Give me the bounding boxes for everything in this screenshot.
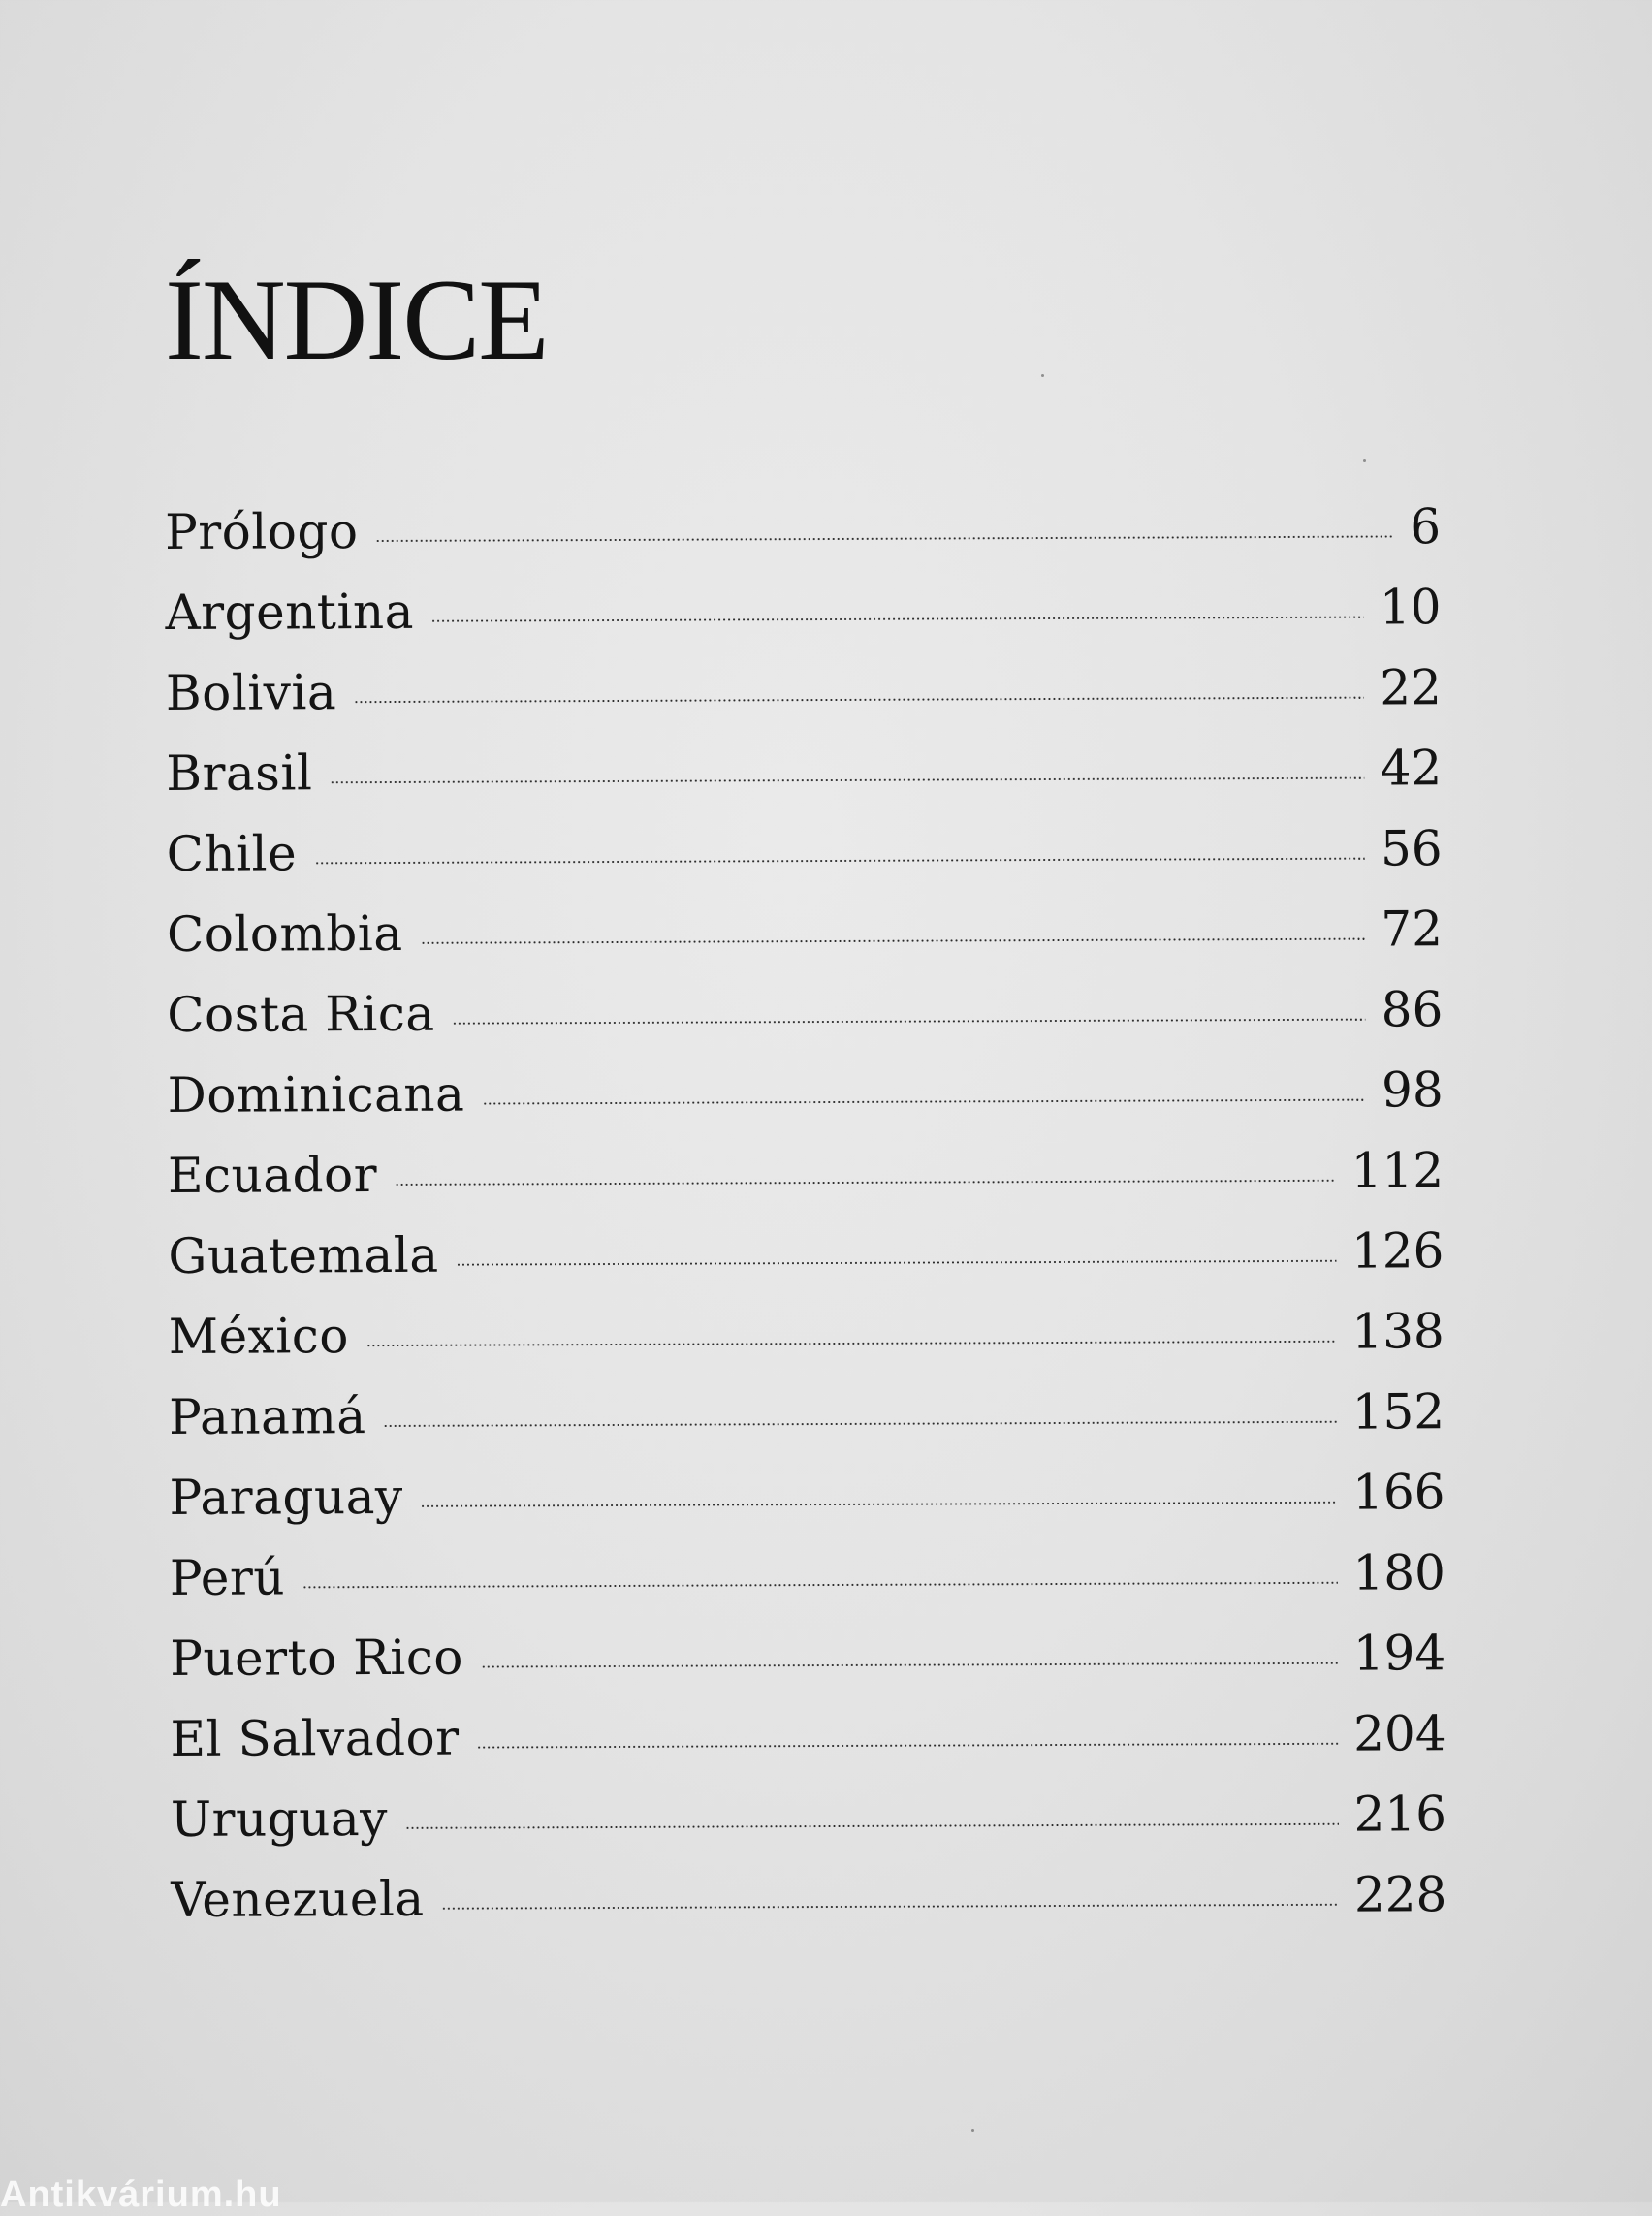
dot-leader	[431, 617, 1364, 622]
toc-entry-page: 10	[1379, 579, 1442, 636]
toc-entry-page: 112	[1350, 1142, 1445, 1199]
toc-entry-page: 72	[1381, 901, 1444, 958]
toc-entry-page: 166	[1351, 1464, 1446, 1521]
toc-entry-page: 228	[1353, 1866, 1447, 1923]
toc-entry-page: 56	[1380, 820, 1443, 877]
toc-entry-page: 216	[1353, 1786, 1447, 1843]
toc-entry-label: Guatemala	[168, 1226, 439, 1284]
toc-entry	[169, 1372, 1445, 1458]
toc-entry-page: 98	[1381, 1061, 1444, 1119]
toc-entry	[168, 1130, 1444, 1217]
toc-entry-label: Prólogo	[165, 503, 359, 560]
toc-entry-page: 126	[1350, 1222, 1445, 1280]
paper-speck	[971, 2129, 974, 2132]
dot-leader	[314, 858, 1365, 865]
toc-entry-label: Uruguay	[170, 1790, 389, 1848]
toc-entry	[170, 1533, 1446, 1619]
toc-entry-label: El Salvador	[170, 1709, 460, 1767]
toc-entry-page: 86	[1381, 981, 1444, 1038]
dot-leader	[481, 1662, 1338, 1668]
toc-entry-label: Panamá	[169, 1388, 366, 1445]
paper-speck	[1363, 459, 1366, 462]
toc-entry-label: Ecuador	[167, 1147, 378, 1204]
toc-entry-label: Argentina	[165, 583, 415, 641]
dot-leader	[330, 777, 1364, 784]
paper-speck	[1041, 374, 1044, 377]
toc-entry-label: Perú	[169, 1549, 286, 1606]
toc-entry	[168, 1211, 1444, 1297]
dot-leader	[457, 1260, 1336, 1266]
toc-entry-page: 138	[1351, 1303, 1445, 1360]
page-title: ÍNDICE	[165, 255, 548, 384]
toc-entry	[165, 567, 1441, 653]
dot-leader	[366, 1341, 1336, 1346]
toc-entry-page: 204	[1353, 1705, 1446, 1762]
toc-entry	[171, 1774, 1446, 1860]
toc-entry	[166, 808, 1442, 895]
dot-leader	[354, 697, 1364, 704]
toc-entry	[170, 1694, 1446, 1780]
dot-leader	[442, 1904, 1339, 1910]
dot-leader	[384, 1421, 1337, 1427]
toc-entry-label: Costa Rica	[167, 985, 435, 1043]
toc-entry-page: 152	[1351, 1383, 1446, 1440]
toc-entry	[167, 969, 1443, 1056]
dot-leader	[421, 1502, 1337, 1507]
toc-entry-label: Bolivia	[165, 664, 337, 721]
toc-entry	[170, 1613, 1446, 1699]
toc-entry-page: 180	[1352, 1544, 1446, 1601]
toc-entry-label: Colombia	[166, 904, 403, 963]
dot-leader	[302, 1582, 1337, 1589]
dot-leader	[477, 1743, 1339, 1749]
toc-entry	[169, 1291, 1445, 1377]
toc-entry-label: México	[168, 1308, 350, 1365]
watermark: Antikvárium.hu	[0, 2174, 282, 2215]
toc-entry-page: 22	[1380, 659, 1443, 716]
toc-entry	[168, 1050, 1444, 1136]
dot-leader	[405, 1823, 1339, 1829]
dot-leader	[421, 938, 1366, 944]
table-of-contents	[165, 487, 1447, 1941]
toc-entry-label: Venezuela	[171, 1870, 425, 1928]
toc-entry	[167, 889, 1443, 975]
toc-entry-label: Paraguay	[169, 1468, 403, 1526]
dot-leader	[482, 1099, 1366, 1105]
toc-entry-label: Puerto Rico	[170, 1629, 464, 1687]
toc-entry	[169, 1452, 1445, 1538]
toc-entry	[166, 728, 1442, 814]
toc-entry	[166, 648, 1442, 734]
dot-leader	[376, 535, 1395, 542]
dot-leader	[395, 1180, 1336, 1186]
toc-entry-page: 6	[1410, 498, 1442, 555]
toc-entry-label: Chile	[166, 825, 298, 882]
toc-entry-page: 42	[1380, 740, 1443, 797]
toc-entry-label: Brasil	[166, 744, 313, 802]
toc-entry-page: 194	[1352, 1625, 1446, 1682]
toc-entry	[171, 1854, 1446, 1941]
dot-leader	[453, 1019, 1366, 1025]
toc-entry-label: Dominicana	[167, 1065, 465, 1124]
toc-entry	[165, 487, 1441, 573]
